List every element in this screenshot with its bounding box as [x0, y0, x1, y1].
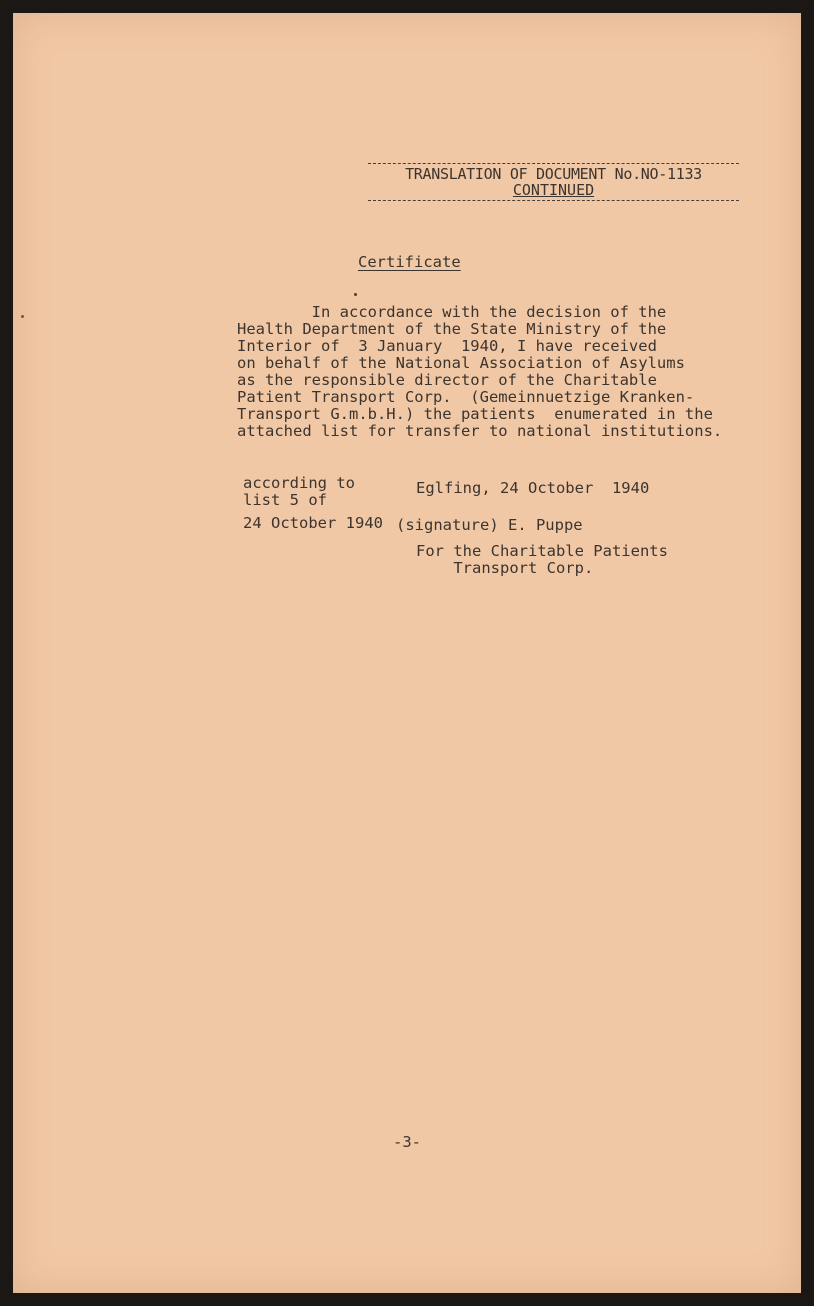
header-title: TRANSLATION OF DOCUMENT No.NO-1133 — [405, 165, 702, 183]
signature-line: (signature) E. Puppe — [396, 516, 583, 534]
signature-for-line: For the Charitable Patients — [416, 542, 668, 560]
body-line: Health Department of the State Ministry of the — [237, 320, 667, 338]
document-header — [368, 163, 739, 201]
certificate-title: Certificate — [358, 253, 461, 271]
body-line: on behalf of the National Association of Asylums — [237, 354, 685, 372]
document-page — [13, 13, 801, 1293]
note-line: list 5 of — [243, 491, 327, 509]
paper-speck — [21, 315, 24, 318]
body-line: attached list for transfer to national institutions. — [237, 422, 723, 440]
body-line: In accordance with the decision of the — [237, 303, 667, 321]
place-and-date: Eglfing, 24 October 1940 — [416, 479, 650, 497]
signature-for-line: Transport Corp. — [416, 559, 594, 577]
typed-dot — [354, 293, 357, 296]
page-number: -3- — [393, 1133, 421, 1151]
body-line: Interior of 3 January 1940, I have received — [237, 337, 657, 355]
note-line: 24 October 1940 — [243, 514, 383, 532]
body-line: Transport G.m.b.H.) the patients enumerated in the — [237, 405, 713, 423]
body-line: Patient Transport Corp. (Gemeinnuetzige Kranken- — [237, 388, 695, 406]
note-line: according to — [243, 474, 355, 492]
header-continued: CONTINUED — [512, 181, 595, 199]
body-line: as the responsible director of the Charitable — [237, 371, 657, 389]
